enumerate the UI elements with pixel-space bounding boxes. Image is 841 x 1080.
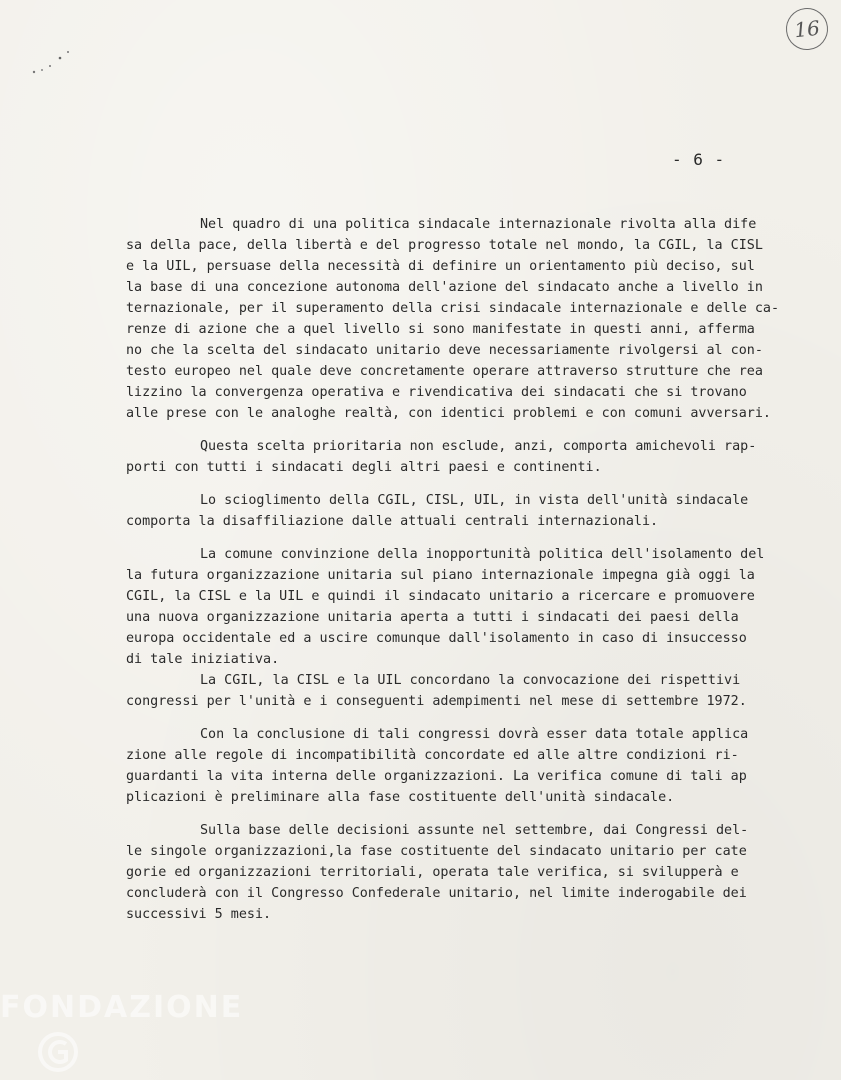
text-line: ternazionale, per il superamento della crisi sindacale internazionale e delle ca- xyxy=(126,301,780,316)
paragraph-4 xyxy=(126,544,766,670)
text-line: comporta la disaffiliazione dalle attuali centrali internazionali. xyxy=(126,514,659,529)
text-line: no che la scelta del sindacato unitario deve necessariamente rivolgersi al con- xyxy=(126,343,763,358)
document-body xyxy=(126,214,780,937)
text-line: europa occidentale ed a uscire comunque dall'isolamento in caso di insuccesso xyxy=(126,631,747,646)
text-line: e la UIL, persuase della necessità di definire un orientamento più deciso, sul xyxy=(126,259,755,274)
text-line: zione alle regole di incompatibilità concordate ed alle altre condizioni ri- xyxy=(126,748,739,763)
text-line: congressi per l'unità e i conseguenti adempimenti nel mese di settembre 1972. xyxy=(126,694,747,709)
text-line: una nuova organizzazione unitaria aperta a tutti i sindacati dei paesi della xyxy=(126,610,739,625)
paragraph-1 xyxy=(126,214,780,424)
page-number: - 6 - xyxy=(672,150,726,169)
text-line: La CGIL, la CISL e la UIL concordano la convocazione dei rispettivi xyxy=(200,673,741,688)
archive-folio-number: 16 xyxy=(784,6,830,52)
text-line: guardanti la vita interna delle organizzazioni. La verifica comune di tali ap xyxy=(126,769,747,784)
text-line: testo europeo nel quale deve concretamente operare attraverso strutture che rea xyxy=(126,364,763,379)
ink-specks xyxy=(30,48,80,78)
paragraph-5 xyxy=(126,670,766,712)
text-line: concluderà con il Congresso Confederale unitario, nel limite inderogabile dei xyxy=(126,886,747,901)
text-line: gorie ed organizzazioni territoriali, operata tale verifica, si svilupperà e xyxy=(126,865,739,880)
watermark-logo-icon xyxy=(36,1030,80,1074)
text-line: Questa scelta prioritaria non esclude, anzi, comporta amichevoli rap- xyxy=(200,439,757,454)
text-line: le singole organizzazioni,la fase costituente del sindacato unitario per cate xyxy=(126,844,747,859)
text-line: di tale iniziativa. xyxy=(126,652,280,667)
paragraph-2 xyxy=(126,436,766,478)
text-line: la futura organizzazione unitaria sul piano internazionale impegna già oggi la xyxy=(126,568,755,583)
text-line: porti con tutti i sindacati degli altri paesi e continenti. xyxy=(126,460,602,475)
text-line: Lo scioglimento della CGIL, CISL, UIL, in vista dell'unità sindacale xyxy=(200,493,749,508)
text-line: La comune convinzione della inopportunità politica dell'isolamento del xyxy=(200,547,765,562)
text-line: Nel quadro di una politica sindacale internazionale rivolta alla dife xyxy=(200,217,757,232)
text-line: la base di una concezione autonoma dell'azione del sindacato anche a livello in xyxy=(126,280,763,295)
paragraph-3 xyxy=(126,490,766,532)
text-line: sa della pace, della libertà e del progresso totale nel mondo, la CGIL, la CISL xyxy=(126,238,763,253)
text-line: renze di azione che a quel livello si sono manifestate in questi anni, afferma xyxy=(126,322,755,337)
archive-watermark: FONDAZIONE xyxy=(0,990,244,1025)
text-line: alle prese con le analoghe realtà, con identici problemi e con comuni avversari. xyxy=(126,406,771,421)
text-line: successivi 5 mesi. xyxy=(126,907,272,922)
paragraph-7 xyxy=(126,820,766,925)
text-line: lizzino la convergenza operativa e rivendicativa dei sindacati che si trovano xyxy=(126,385,747,400)
text-line: Con la conclusione di tali congressi dovrà esser data totale applica xyxy=(200,727,749,742)
text-line: CGIL, la CISL e la UIL e quindi il sindacato unitario a ricercare e promuovere xyxy=(126,589,755,604)
paragraph-6 xyxy=(126,724,766,808)
text-line: plicazioni è preliminare alla fase costituente dell'unità sindacale. xyxy=(126,790,675,805)
text-line: Sulla base delle decisioni assunte nel settembre, dai Congressi del- xyxy=(200,823,749,838)
